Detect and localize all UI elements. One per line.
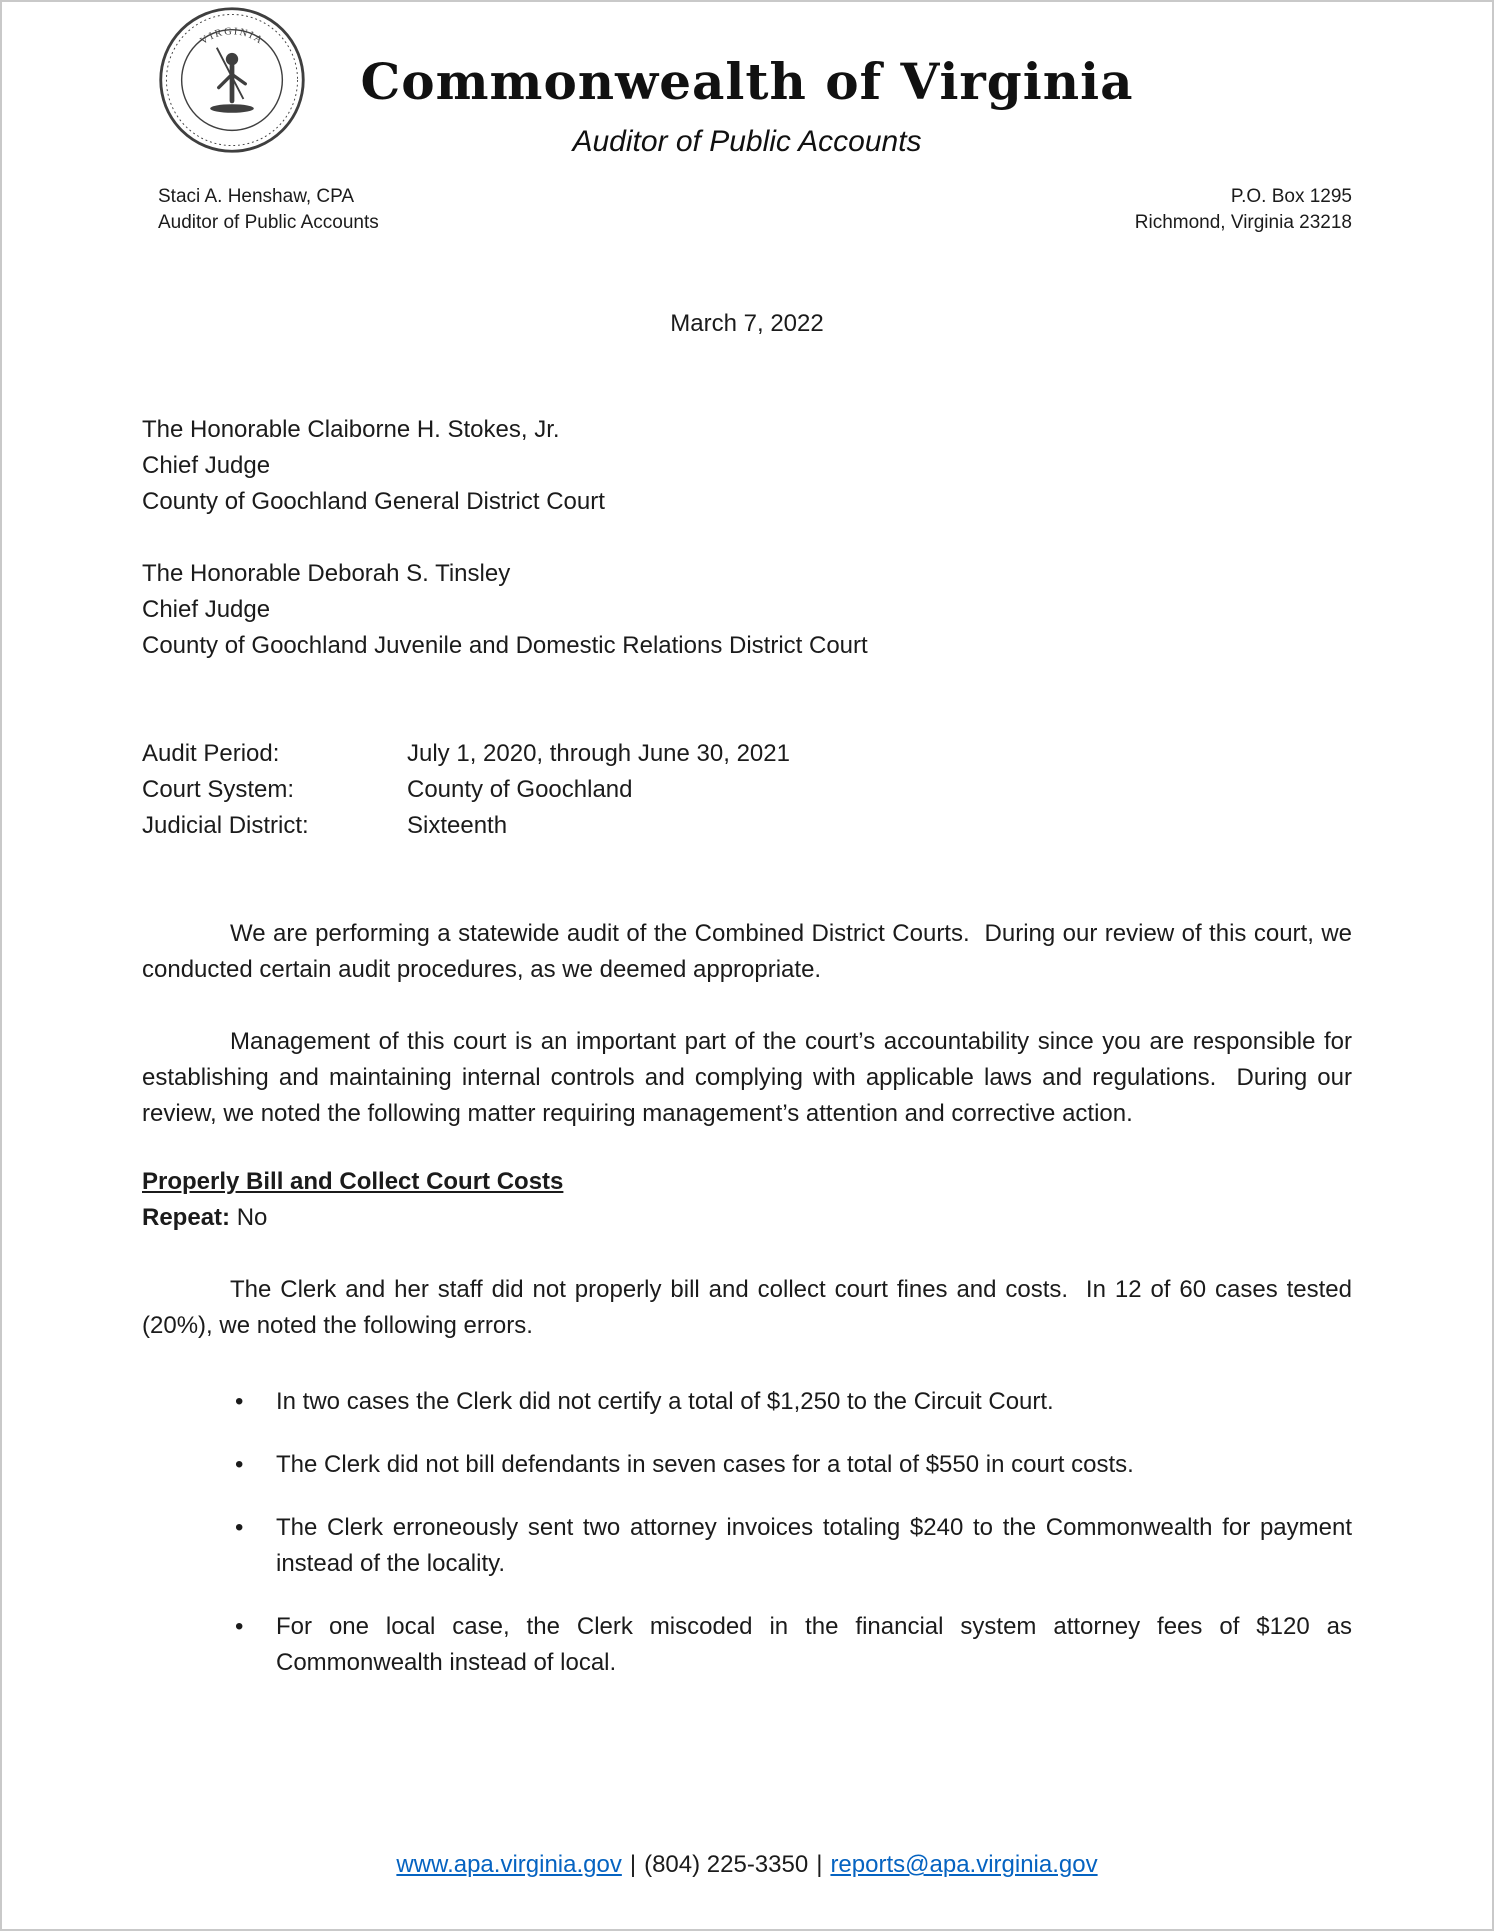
- audit-row-period: [142, 736, 1352, 772]
- recipient-name: The Honorable Deborah S. Tinsley: [142, 560, 511, 587]
- repeat-value: No: [236, 1204, 268, 1231]
- official-block: [158, 184, 379, 236]
- letter-date: March 7, 2022: [670, 310, 824, 337]
- seal-text: VIRGINIA: [198, 26, 266, 48]
- audit-period-value: July 1, 2020, through June 30, 2021: [407, 740, 790, 767]
- recipient-title: Chief Judge: [142, 596, 271, 623]
- list-item: [142, 1384, 1352, 1420]
- bullet-text: The Clerk erroneously sent two attorney invoices totaling $240 to the Commonwealth for payment instead of the locality.: [276, 1514, 1359, 1577]
- bullet-text: The Clerk did not bill defendants in seven cases for a total of $550 in court costs.: [276, 1451, 1134, 1478]
- letterhead-info: [142, 184, 1352, 236]
- judicial-district-label: Judicial District:: [142, 812, 309, 839]
- separator: |: [816, 1851, 823, 1878]
- list-item: [142, 1510, 1359, 1582]
- recipient-court: County of Goochland Juvenile and Domestic Relations District Court: [142, 632, 868, 659]
- audit-row-judicial-district: [142, 808, 1352, 844]
- letterhead: [142, 2, 1352, 236]
- court-system-label: Court System:: [142, 776, 295, 803]
- finding-heading: Properly Bill and Collect Court Costs: [142, 1168, 564, 1195]
- repeat-label: Repeat:: [142, 1204, 231, 1231]
- paragraph-intro: We are performing a statewide audit of the Combined District Courts. During our review of this court, we conducted certain audit procedures, as we deemed appropriate.: [142, 920, 1359, 983]
- separator: |: [629, 1851, 637, 1878]
- address-line-1: P.O. Box 1295: [1230, 186, 1352, 207]
- recipient-name: The Honorable Claiborne H. Stokes, Jr.: [142, 416, 560, 443]
- bullet-icon: •: [235, 1451, 244, 1478]
- bullet-icon: •: [235, 1388, 244, 1415]
- recipient-block-2: [142, 556, 1352, 664]
- court-system-value: County of Goochland: [407, 776, 633, 803]
- virginia-seal-icon: [156, 4, 308, 156]
- address-block: [1135, 184, 1352, 236]
- finding-intro: The Clerk and her staff did not properly bill and collect court fines and costs. In 12 of 60 cases tested (20%), we noted the following errors.: [142, 1276, 1359, 1339]
- phone-number: (804) 225-3350: [644, 1851, 809, 1878]
- recipient-court: County of Goochland General District Court: [142, 488, 605, 515]
- finding-bullet-list: [142, 1384, 1359, 1681]
- audit-period-label: Audit Period:: [142, 740, 280, 767]
- bullet-text: For one local case, the Clerk miscoded in the financial system attorney fees of $120 as Commonwealth instead of local.: [276, 1613, 1359, 1676]
- bullet-icon: •: [235, 1514, 244, 1541]
- website-link[interactable]: www.apa.virginia.gov: [396, 1851, 622, 1878]
- repeat-line: [142, 1200, 1352, 1236]
- recipient-block-1: [142, 412, 1352, 520]
- org-title: Commonwealth of Virginia: [360, 52, 1134, 111]
- recipient-title: Chief Judge: [142, 452, 271, 479]
- email-link[interactable]: reports@apa.virginia.gov: [830, 1851, 1098, 1878]
- judicial-district-value: Sixteenth: [407, 812, 508, 839]
- paragraph-management: Management of this court is an important part of the court’s accountability since you are responsible for establishing and maintaining internal controls and complying with applicable laws and regulations. During our review, we noted the following matter requiring management’s attention and corrective action.: [142, 1028, 1359, 1127]
- page-footer: [142, 1847, 1352, 1883]
- list-item: [142, 1447, 1352, 1483]
- audit-info: [142, 736, 1352, 844]
- address-line-2: Richmond, Virginia 23218: [1134, 212, 1352, 233]
- bullet-icon: •: [235, 1613, 244, 1640]
- official-title: Auditor of Public Accounts: [158, 212, 379, 233]
- list-item: [142, 1609, 1359, 1681]
- audit-row-court-system: [142, 772, 1352, 808]
- bullet-text: In two cases the Clerk did not certify a total of $1,250 to the Circuit Court.: [276, 1388, 1054, 1415]
- official-name: Staci A. Henshaw, CPA: [158, 186, 355, 207]
- svg-text:VIRGINIA: [198, 26, 265, 47]
- org-subtitle: Auditor of Public Accounts: [572, 125, 922, 158]
